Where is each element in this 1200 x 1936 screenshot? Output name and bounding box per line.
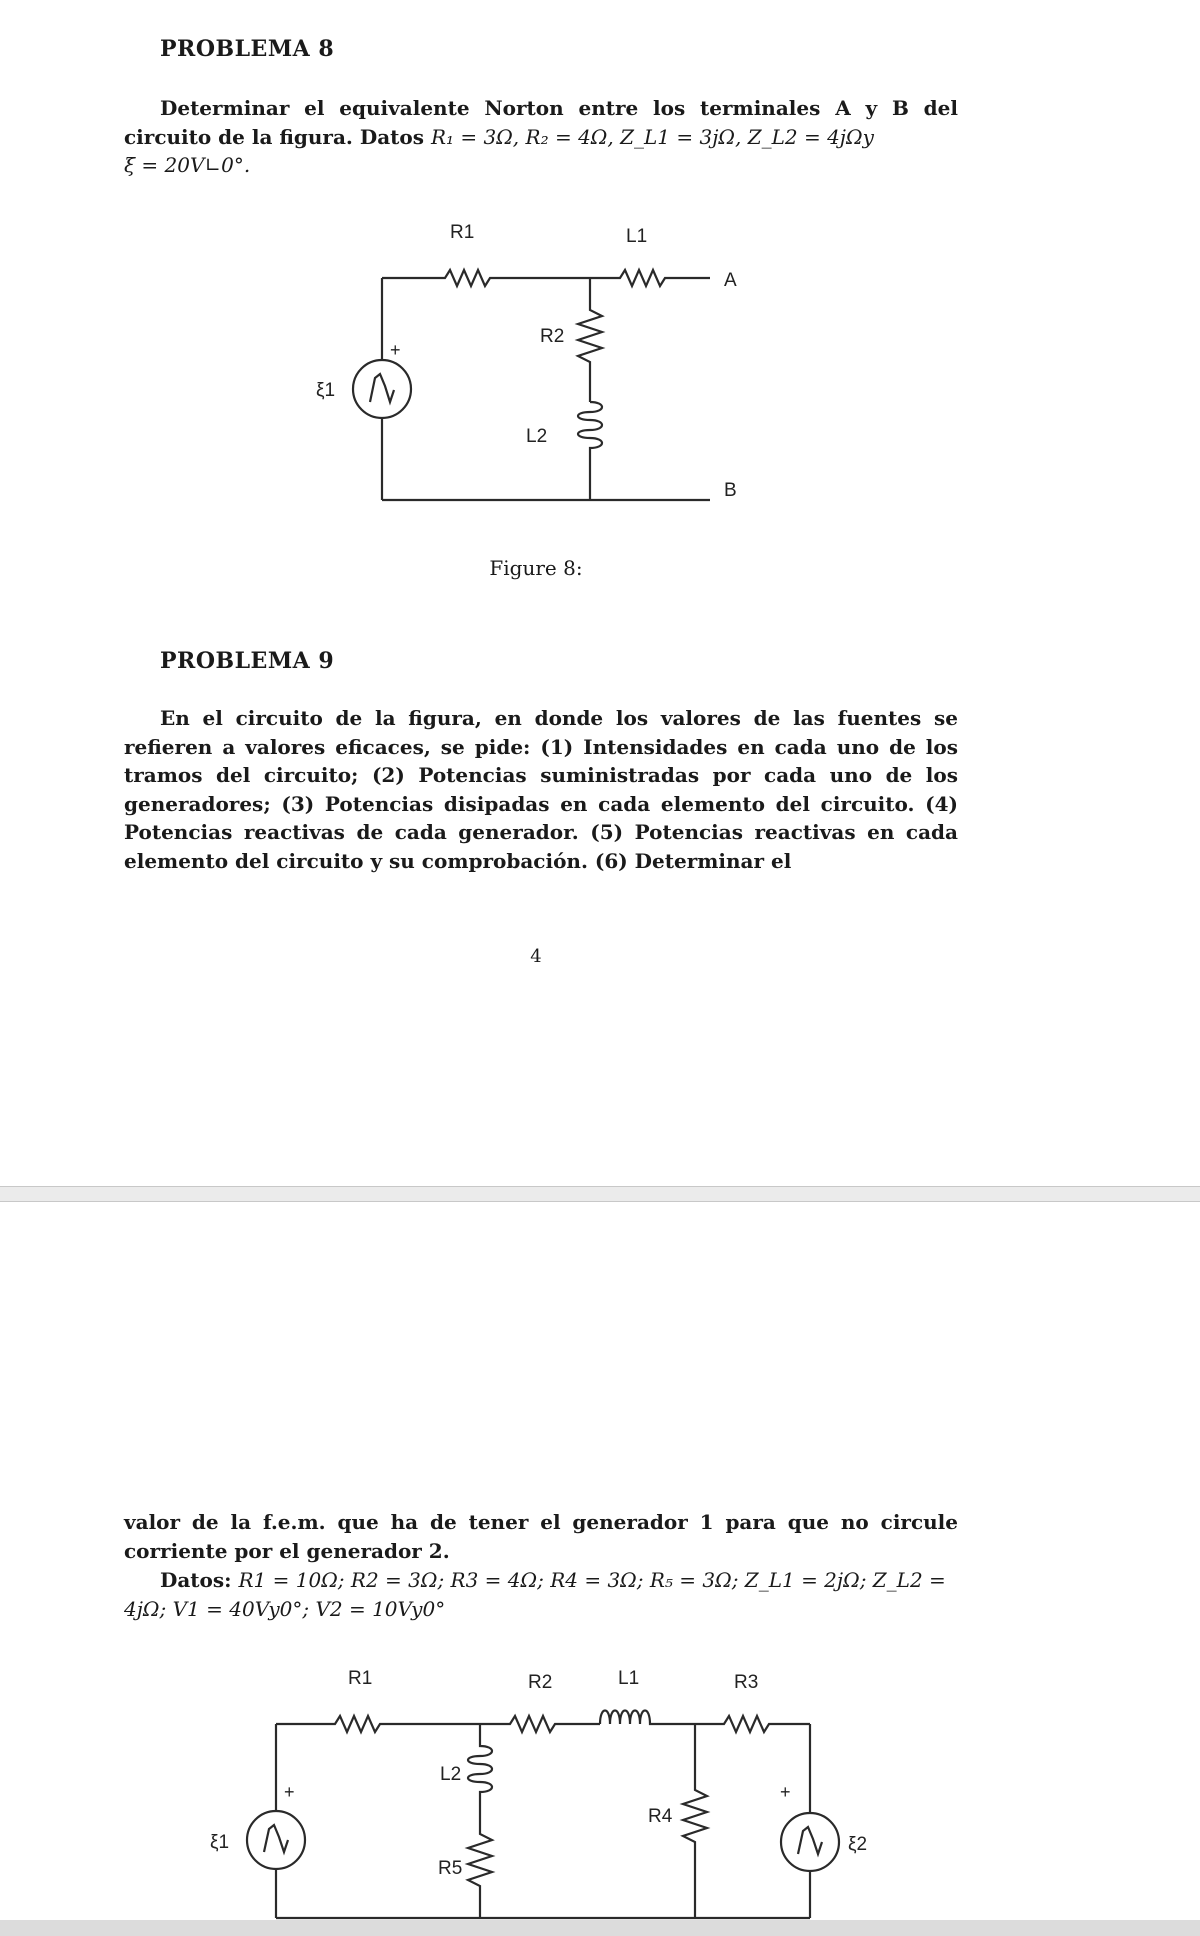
label-r1: R1 bbox=[450, 222, 475, 243]
problem8-data: R₁ = 3Ω, R₂ = 4Ω, Z_L1 = 3jΩ, Z_L2 = 4jΩy bbox=[430, 124, 874, 149]
page-separator bbox=[0, 1186, 1200, 1202]
scroll-edge bbox=[0, 1920, 1200, 1936]
problem8-text: Determinar el equivalente Norton entre los terminales A y B del circuito de la figura. Datos bbox=[124, 96, 958, 149]
r1-resistor bbox=[382, 270, 590, 286]
problem9-statement: En el circuito de la figura, en donde los valores de las fuentes se refieren a valores eficaces, se pide: (1) Intensidades en cada uno de los tramos del circuito; (2) Potencias suministradas por cada uno de los generadores; (3) Potencias disipadas en cada elemento del circuito. (4) Potencias reactivas de cada generador. (5) Potencias reactivas en cada elemento del circuito y su comprobación. (6) Determinar el bbox=[124, 706, 958, 873]
label-source-e1: ξ1 bbox=[316, 380, 336, 401]
circuit-figure-9 bbox=[190, 1662, 890, 1922]
label-r3: R3 bbox=[734, 1672, 759, 1693]
label-source-e2: ξ2 bbox=[848, 1834, 868, 1855]
source-e2-icon bbox=[781, 1813, 839, 1871]
l1-coil bbox=[600, 1711, 695, 1725]
r2-resistor bbox=[578, 278, 602, 402]
label-r2: R2 bbox=[528, 1672, 553, 1693]
problem9-data-values-2: 4jΩ; V1 = 40Vy0°; V2 = 10Vy0° bbox=[124, 1596, 446, 1621]
circuit-figure-8 bbox=[300, 212, 780, 512]
problem8-source-value: ξ = 20V∟0°. bbox=[124, 153, 251, 177]
problem8-heading: PROBLEMA 8 bbox=[160, 36, 335, 62]
label-l2: L2 bbox=[440, 1764, 462, 1785]
problem9-heading: PROBLEMA 9 bbox=[160, 648, 335, 674]
l1-coil bbox=[590, 270, 710, 286]
label-l1: L1 bbox=[618, 1668, 640, 1689]
l2-r5-branch bbox=[468, 1724, 492, 1918]
problem9-data-label: Datos: bbox=[160, 1568, 232, 1592]
label-r1: R1 bbox=[348, 1668, 373, 1689]
label-r4: R4 bbox=[648, 1806, 673, 1827]
r2-resistor bbox=[480, 1716, 600, 1732]
label-r2: R2 bbox=[540, 326, 565, 347]
label-terminal-b: B bbox=[724, 480, 737, 501]
sine-wave-2-icon bbox=[798, 1827, 822, 1854]
problem9-statement-continued: valor de la f.e.m. que ha de tener el generador 1 para que no circule corriente por el generador 2. bbox=[124, 1510, 958, 1563]
source-e1-icon bbox=[353, 360, 411, 418]
label-plus-2: + bbox=[780, 1782, 791, 1802]
page-number: 4 bbox=[530, 946, 542, 967]
source-e1-icon bbox=[247, 1811, 305, 1869]
page-2 bbox=[0, 1202, 1200, 1936]
problem9-data bbox=[124, 1566, 958, 1623]
problem8-statement bbox=[124, 94, 958, 180]
label-source-e1: ξ1 bbox=[210, 1832, 230, 1853]
label-plus-1: + bbox=[284, 1782, 295, 1802]
problem9-data-values: R1 = 10Ω; R2 = 3Ω; R3 = 4Ω; R4 = 3Ω; R₅ = 3Ω; Z_L1 = 2jΩ; Z_L2 = bbox=[238, 1568, 946, 1592]
label-l2: L2 bbox=[526, 426, 548, 447]
label-r5: R5 bbox=[438, 1858, 463, 1879]
sine-wave-1-icon bbox=[264, 1825, 288, 1852]
figure-8-caption: Figure 8: bbox=[489, 556, 583, 580]
sine-wave-icon bbox=[370, 374, 394, 402]
label-plus: + bbox=[390, 340, 401, 360]
r1-resistor bbox=[276, 1716, 480, 1732]
l2-coil bbox=[578, 402, 602, 500]
r3-resistor bbox=[695, 1716, 810, 1732]
label-terminal-a: A bbox=[724, 270, 737, 291]
label-l1: L1 bbox=[626, 226, 648, 247]
r4-resistor bbox=[683, 1724, 707, 1918]
